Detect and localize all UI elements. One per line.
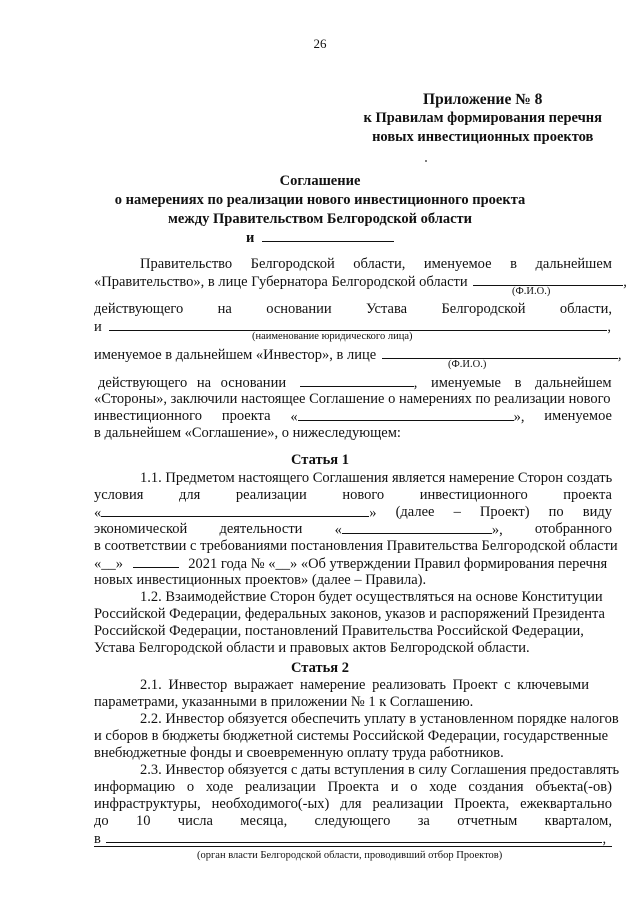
title-line4: и	[60, 229, 580, 248]
art1-p2-line4: Устава Белгородской области и правовых актов Белгородской области.	[94, 640, 530, 656]
fio-caption-2: (Ф.И.О.)	[448, 359, 487, 370]
art1-p1-line3: « » (далее – Проект) по виду	[94, 504, 612, 521]
investor-org-blank	[109, 318, 607, 331]
intro-line4: и ,	[94, 319, 612, 335]
basis-blank	[300, 374, 414, 387]
page-number: 26	[313, 36, 327, 51]
art2-p2-line3: внебюджетные фонды и своевременную оплату труда работников.	[94, 745, 504, 761]
art2-p3-line2: информацию о ходе реализации Проекта и о ходе создания объекта(-ов)	[94, 779, 612, 795]
activity-type-blank	[342, 521, 492, 534]
title-blank	[262, 229, 394, 242]
article-1-heading: Статья 1	[291, 452, 349, 468]
intro-line7: «Стороны», заключили настоящее Соглашение о намерениях по реализации нового	[94, 391, 611, 407]
scan-speck	[425, 160, 427, 162]
agreement-title	[60, 172, 580, 248]
title-line3: между Правительством Белгородской области	[167, 211, 473, 227]
investor-rep-blank	[382, 346, 618, 359]
art1-p1-line5: в соответствии с требованиями постановления Правительства Белгородской области	[94, 538, 618, 554]
art1-p2-line2: Российской Федерации, федеральных законов, указов и распоряжений Президента	[94, 606, 605, 622]
appendix-line3: новых инвестиционных проектов	[372, 129, 594, 145]
appendix-header	[363, 90, 602, 147]
title-line2: о намерениях по реализации нового инвестиционного проекта	[114, 192, 526, 208]
art2-p1-line2: параметрами, указанными в приложении № 1 к Соглашению.	[94, 694, 474, 710]
intro-line5: именуемое в дальнейшем «Инвестор», в лице ,	[94, 347, 622, 363]
footer-rule	[94, 846, 612, 847]
appendix-number: Приложение № 8	[423, 91, 543, 108]
art2-p3-line3: инфраструктуры, необходимого(-ых) для реализации Проекта, ежеквартально	[94, 796, 612, 812]
art2-p2-line1: 2.2. Инвестор обязуется обеспечить уплату в установленном порядке налогов	[140, 711, 619, 727]
authority-blank	[106, 830, 602, 843]
project-title-blank	[101, 504, 369, 517]
art1-p1-line6: «__» 2021 года № «__» «Об утверждении Правил формирования перечня	[94, 556, 608, 572]
title-line1: Соглашение	[279, 173, 361, 189]
art2-p2-line2: и сборов в бюджеты бюджетной системы Российской Федерации, государственные	[94, 728, 608, 744]
art2-p1-line1: 2.1. Инвестор выражает намерение реализовать Проект с ключевыми	[140, 677, 589, 693]
intro-line6: действующего на основании , именуемые в дальнейшем	[98, 375, 612, 391]
art2-p3-line1: 2.3. Инвестор обязуется с даты вступления в силу Соглашения предоставлять	[140, 762, 620, 778]
art2-p3-line5: в ,	[94, 831, 607, 847]
authority-caption: (орган власти Белгородской области, проводивший отбор Проектов)	[197, 850, 503, 861]
art1-p1-line2: условия для реализации нового инвестиционного проекта	[94, 487, 612, 503]
fio-caption-1: (Ф.И.О.)	[512, 286, 551, 297]
date-blank	[133, 555, 179, 568]
org-caption: (наименование юридического лица)	[252, 331, 413, 342]
art1-p1-line7: новых инвестиционных проектов» (далее – Правила).	[94, 572, 427, 588]
art1-p1-line4: экономической деятельности « », отобранного	[94, 521, 612, 538]
intro-line9: в дальнейшем «Соглашение», о нижеследующем:	[94, 425, 401, 441]
appendix-line2: к Правилам формирования перечня	[363, 110, 602, 126]
intro-line1: Правительство Белгородской области, именуемое в дальнейшем	[140, 256, 612, 272]
intro-line2: «Правительство», в лице Губернатора Белгородской области ,	[94, 274, 627, 290]
art1-p1-line1: 1.1. Предметом настоящего Соглашения является намерение Сторон создать	[140, 470, 613, 486]
intro-line3: действующего на основании Устава Белгородской области,	[94, 301, 612, 317]
governor-name-blank	[473, 273, 623, 286]
art1-p2-line3: Российской Федерации, постановлений Правительства Российской Федерации,	[94, 623, 584, 639]
project-name-blank	[298, 408, 514, 421]
art2-p3-line4: до 10 числа месяца, следующего за отчетным кварталом,	[94, 813, 612, 829]
art1-p2-line1: 1.2. Взаимодействие Сторон будет осуществляться на основе Конституции	[140, 589, 603, 605]
article-2-heading: Статья 2	[291, 660, 349, 676]
intro-line8: инвестиционного проекта « », именуемое	[94, 408, 612, 425]
